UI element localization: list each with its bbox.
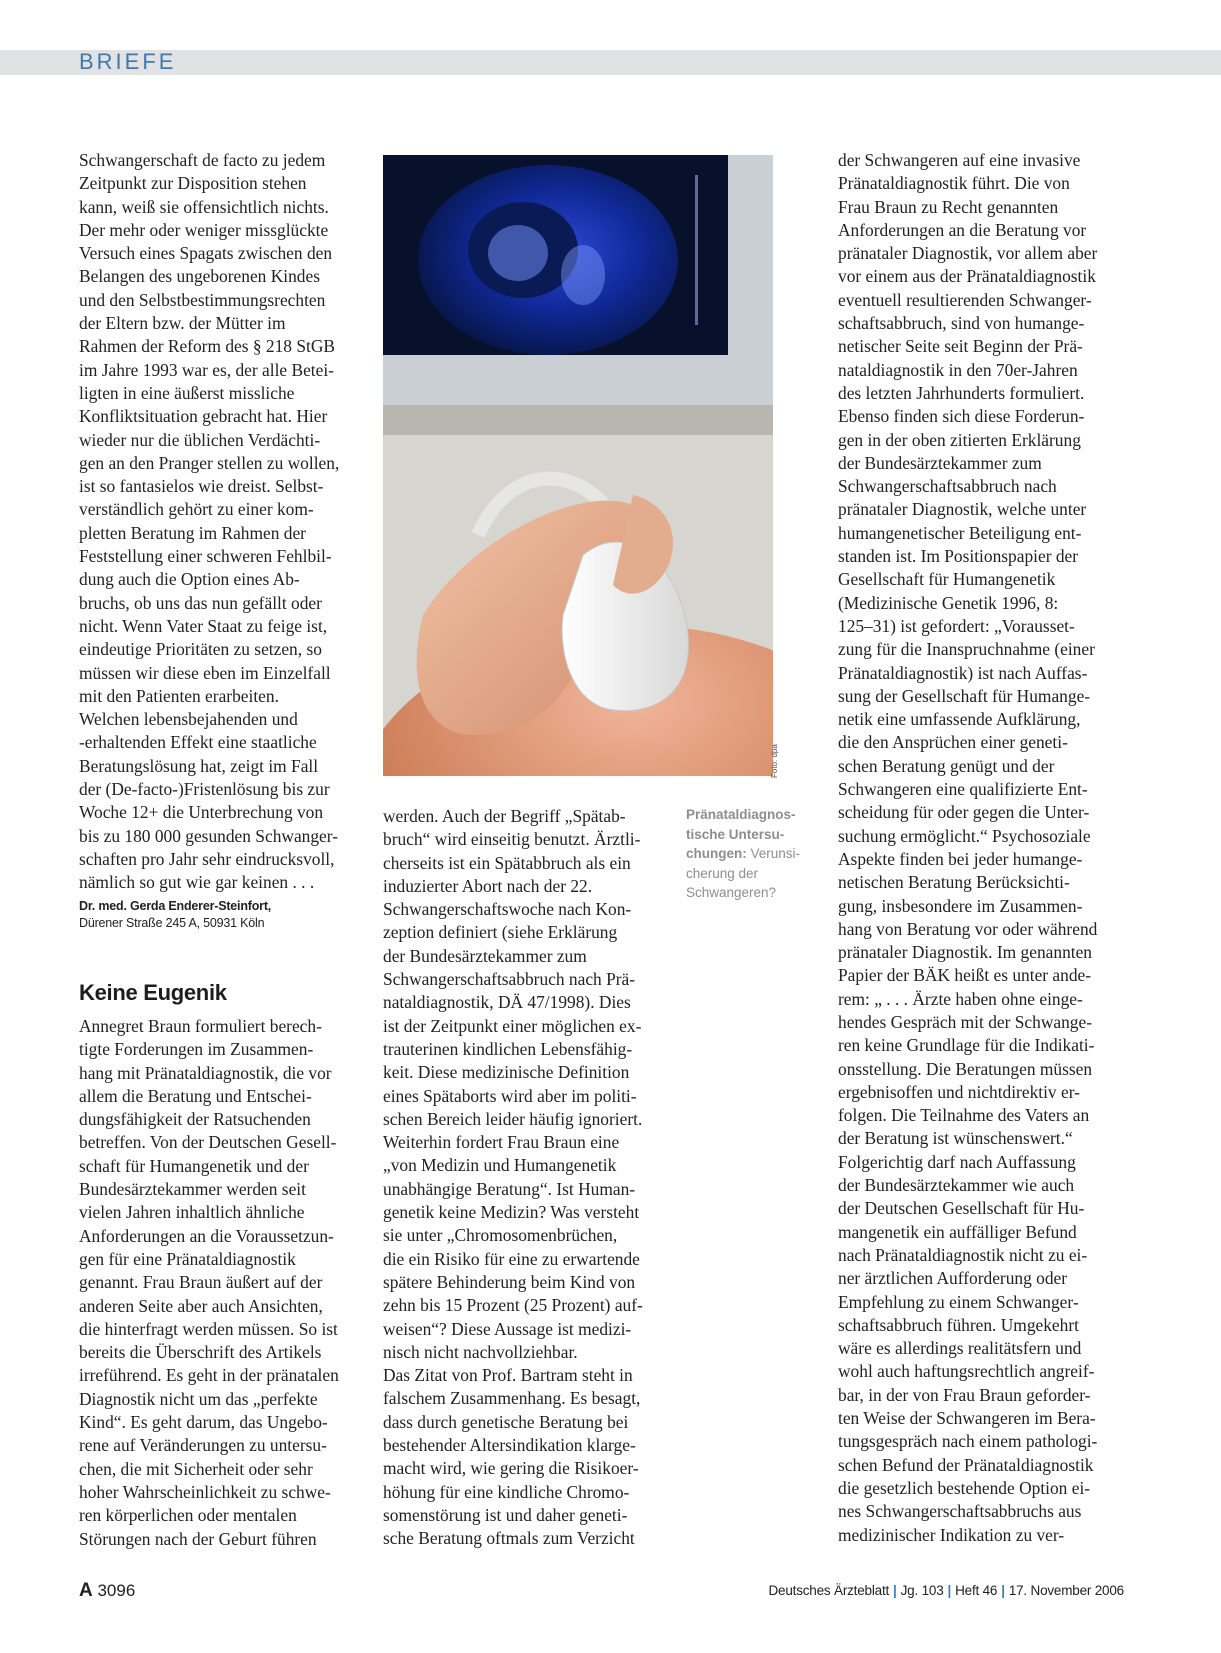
text-line: Gesellschaft für Humangenetik [838, 569, 1056, 590]
text-line: dass durch genetische Beratung bei [383, 1411, 629, 1432]
signature-address: Dürener Straße 245 A, 50931 Köln [79, 915, 265, 930]
journal-name: Deutsches Ärzteblatt [768, 1583, 890, 1598]
text-line: wohl auch haftungsrechtlich angreif- [838, 1361, 1095, 1382]
text-line: -erhaltenden Effekt eine staatliche [79, 732, 317, 753]
text-line: Pränataldiagnostik führt. Die von [838, 173, 1070, 194]
text-line: netischen Beratung Berücksichti- [838, 872, 1070, 893]
text-line: Aspekte finden bei jeder humange- [838, 848, 1083, 869]
letter2-column-1 [79, 1015, 379, 1551]
text-line: ist der Zeitpunkt einer möglichen ex- [383, 1015, 642, 1036]
text-line: trauterinen kindlichen Lebensfähig- [383, 1038, 633, 1059]
text-line: tigte Forderungen im Zusammen- [79, 1039, 314, 1060]
text-line: schaftsabbruch, sind von humange- [838, 313, 1085, 334]
text-line: netik eine umfassende Aufklärung, [838, 709, 1081, 730]
text-line: ergebnisoffen und nichtdirektiv er- [838, 1081, 1080, 1102]
text-line: Rahmen der Reform des § 218 StGB [79, 336, 335, 357]
text-line: standen ist. Im Positionspapier der [838, 546, 1079, 567]
page-prefix: A [79, 1580, 93, 1601]
text-line: Schwangerschaftsabbruch nach Prä- [383, 969, 636, 990]
text-line: eindeutige Prioritäten zu setzen, so [79, 639, 322, 660]
text-line: gen an den Pranger stellen zu wollen, [79, 452, 340, 473]
text-line: pränataler Diagnostik, welche unter [838, 499, 1087, 520]
text-line: ren körperlichen oder mentalen [79, 1505, 297, 1526]
text-line: Feststellung einer schweren Fehlbil- [79, 546, 332, 567]
text-line: pränataler Diagnostik. Im genannten [838, 942, 1093, 963]
page-number [79, 1580, 135, 1602]
text-line: schaften pro Jahr sehr eindrucksvoll, [79, 848, 335, 869]
text-line: chen, die mit Sicherheit oder sehr [79, 1458, 313, 1479]
text-line: Weiterhin fordert Frau Braun eine [383, 1132, 620, 1153]
letter2-column-2 [383, 805, 683, 1551]
text-line: „von Medizin und Humangenetik [383, 1155, 617, 1176]
text-line: scheidung für oder gegen die Unter- [838, 802, 1090, 823]
text-line: zehn bis 15 Prozent (25 Prozent) auf- [383, 1295, 643, 1316]
letter1-body [79, 149, 379, 932]
ultrasound-photo [383, 155, 773, 776]
photo-credit: Foto: dpa [770, 744, 779, 778]
text-line: Diagnostik nicht um das „perfekte [79, 1388, 318, 1409]
text-line: höhung für eine kindliche Chromo- [383, 1481, 630, 1502]
text-line: Konfliktsituation gebracht hat. Hier [79, 406, 328, 427]
text-line: der Eltern bzw. der Mütter im [79, 313, 286, 334]
text-line: ist so fantasielos wie dreist. Selbst- [79, 476, 324, 497]
letter2-column-3 [838, 149, 1138, 1547]
text-line: Bundesärztekammer werden seit [79, 1179, 306, 1200]
text-line: im Jahre 1993 war es, der alle Betei- [79, 359, 334, 380]
text-line: nach Pränataldiagnostik nicht zu ei- [838, 1244, 1088, 1265]
caption-text-3: Schwangeren? [686, 885, 777, 900]
text-line: induzierter Abort nach der 22. [383, 875, 593, 896]
text-line: schen Befund der Pränataldiagnostik [838, 1454, 1094, 1475]
text-line: suchung ermöglicht.“ Psychosoziale [838, 825, 1091, 846]
text-line: wieder nur die üblichen Verdächti- [79, 429, 321, 450]
text-line: Pränataldiagnostik) ist nach Auffas- [838, 662, 1088, 683]
text-line: onsstellung. Die Beratungen müssen [838, 1058, 1093, 1079]
text-line: Belangen des ungeborenen Kindes [79, 266, 320, 287]
text-line: nicht. Wenn Vater Staat zu feige ist, [79, 615, 328, 636]
text-line: hang von Beratung vor oder während [838, 918, 1098, 939]
text-line: vor einem aus der Pränataldiagnostik [838, 266, 1096, 287]
text-line: Beratungslösung hat, zeigt im Fall [79, 755, 319, 776]
text-line: verständlich gehört zu einer kom- [79, 499, 314, 520]
separator: | [893, 1583, 897, 1598]
text-line: sie unter „Chromosomenbrüchen, [383, 1225, 618, 1246]
text-line: nes Schwangerschaftsabbruchs aus [838, 1501, 1082, 1522]
text-line: eines Spätaborts wird aber im politi- [383, 1085, 637, 1106]
text-line: keit. Diese medizinische Definition [383, 1062, 630, 1083]
text-line: der (De-facto-)Fristenlösung bis zur [79, 779, 330, 800]
text-line: ten Weise der Schwangeren im Bera- [838, 1408, 1096, 1429]
text-line: wäre es allerdings realitätsfern und [838, 1338, 1082, 1359]
separator: | [947, 1583, 952, 1598]
text-line: irreführend. Es geht in der pränatalen [79, 1365, 339, 1386]
page-number-value: 3096 [97, 1581, 136, 1600]
text-line: netischer Seite seit Beginn der Prä- [838, 336, 1083, 357]
text-line: gen in der oben zitierten Erklärung [838, 429, 1081, 450]
text-line: betreffen. Von der Deutschen Gesell- [79, 1132, 337, 1153]
text-line: Papier der BÄK heißt es unter ande- [838, 965, 1092, 986]
text-line: falschem Zusammenhang. Es besagt, [383, 1388, 641, 1409]
text-line: Anforderungen an die Beratung vor [838, 219, 1087, 240]
text-line: schen Beratung genügt und der [838, 755, 1055, 776]
signature-name: Dr. med. Gerda Enderer-Steinfort, [79, 898, 272, 913]
caption-text-2: cherung der [686, 865, 759, 881]
text-line: medizinischer Indikation zu ver- [838, 1524, 1065, 1545]
text-line: nisch nicht nachvollziehbar. [383, 1341, 578, 1362]
text-line: Schwangerschaftsabbruch nach [838, 476, 1057, 497]
text-line: humangenetischer Beteiligung ent- [838, 522, 1082, 543]
text-line: pränataler Diagnostik, vor allem aber [838, 243, 1098, 264]
letter2-col3-text [838, 149, 1138, 1547]
text-line: Das Zitat von Prof. Bartram steht in [383, 1365, 633, 1386]
text-line: nataldiagnostik, DÄ 47/1998). Dies [383, 992, 631, 1013]
footer-citation [768, 1583, 1124, 1598]
text-line: zeption definiert (siehe Erklärung [383, 922, 618, 943]
text-line: Empfehlung zu einem Schwanger- [838, 1291, 1079, 1312]
text-line: mangenetik ein auffälliger Befund [838, 1221, 1077, 1242]
section-title: BRIEFE [79, 49, 177, 74]
text-line: macht wird, wie gering die Risikoer- [383, 1458, 639, 1479]
text-line: der Beratung ist wünschenswert.“ [838, 1128, 1073, 1149]
caption-bold-1: Pränataldiagnos- [686, 807, 796, 822]
text-line: Versuch eines Spagats zwischen den [79, 243, 333, 264]
text-line: rene auf Veränderungen zu untersu- [79, 1435, 327, 1456]
text-line: (Medizinische Genetik 1996, 8: [838, 592, 1059, 613]
text-line: die ein Risiko für eine zu erwartende [383, 1248, 640, 1269]
text-line: gung, insbesondere im Zusammen- [838, 895, 1083, 916]
journal-date: 17. November 2006 [1008, 1583, 1124, 1598]
journal-issue: Heft 46 [955, 1583, 998, 1598]
text-line: werden. Auch der Begriff „Spätab- [383, 806, 626, 826]
text-line: der Schwangeren auf eine invasive [838, 150, 1081, 170]
text-line: Frau Braun zu Recht genannten [838, 196, 1059, 217]
text-line: hang mit Pränataldiagnostik, die vor [79, 1062, 332, 1083]
letter1-paragraph [79, 149, 379, 895]
text-line: Schwangerschaft de facto zu jedem [79, 150, 326, 170]
caption-bold-2: tische Untersu- [686, 826, 785, 842]
text-line: weisen“? Diese Aussage ist medizi- [383, 1318, 632, 1339]
text-line: müssen wir diese eben im Einzelfall [79, 662, 331, 683]
text-line: mit den Patienten erarbeiten. [79, 685, 279, 706]
header-band [0, 50, 1221, 75]
text-line: bruchs, ob uns das nun gefällt oder [79, 592, 322, 613]
text-line: hoher Wahrscheinlichkeit zu schwe- [79, 1481, 331, 1502]
text-line: bestehender Altersindikation klarge- [383, 1435, 636, 1456]
text-line: die hinterfragt werden müssen. So ist [79, 1318, 338, 1339]
text-line: die den Ansprüchen einer geneti- [838, 732, 1068, 753]
text-line: Kind“. Es geht darum, das Ungebo- [79, 1412, 328, 1433]
text-line: Ebenso finden sich diese Forderun- [838, 406, 1085, 427]
text-line: eventuell resultierenden Schwanger- [838, 289, 1092, 310]
text-line: sung der Gesellschaft für Humange- [838, 685, 1091, 706]
text-line: Woche 12+ die Unterbrechung von [79, 802, 324, 823]
text-line: anderen Seite aber auch Ansichten, [79, 1295, 323, 1316]
text-line: rem: „ . . . Ärzte haben ohne einge- [838, 988, 1083, 1009]
text-line: der Deutschen Gesellschaft für Hu- [838, 1198, 1085, 1219]
text-line: Anforderungen an die Voraussetzun- [79, 1225, 334, 1246]
text-line: nataldiagnostik in den 70er-Jahren [838, 359, 1078, 380]
letter2-col1-text [79, 1015, 379, 1551]
caption-bold-3: chungen: [686, 846, 747, 861]
text-line: des letzten Jahrhunderts formuliert. [838, 382, 1085, 403]
text-line: Der mehr oder weniger missglückte [79, 219, 329, 240]
text-line: Zeitpunkt zur Disposition stehen [79, 173, 307, 194]
text-line: bereits die Überschrift des Artikels [79, 1342, 322, 1363]
text-line: ner ärztlichen Aufforderung oder [838, 1268, 1068, 1289]
text-line: der Bundesärztekammer zum [383, 945, 587, 966]
text-line: allem die Beratung und Entschei- [79, 1085, 312, 1106]
text-line: schaft für Humangenetik und der [79, 1155, 309, 1176]
text-line: kann, weiß sie offensichtlich nichts. [79, 196, 329, 217]
letter2-col2-text [383, 805, 683, 1551]
text-line: unabhängige Beratung“. Ist Human- [383, 1178, 636, 1199]
text-line: schaftsabbruch führen. Umgekehrt [838, 1314, 1079, 1335]
text-line: Schwangerschaftswoche nach Kon- [383, 899, 632, 920]
text-line: der Bundesärztekammer zum [838, 452, 1042, 473]
text-line: genannt. Frau Braun äußert auf der [79, 1272, 323, 1293]
text-line: zung für die Inanspruchnahme (einer [838, 639, 1095, 660]
text-line: spätere Behinderung beim Kind von [383, 1271, 636, 1292]
text-line: der Bundesärztekammer wie auch [838, 1175, 1075, 1196]
text-line: Welchen lebensbejahenden und [79, 709, 298, 730]
text-line: bruch“ wird einseitig benutzt. Ärztli- [383, 829, 641, 850]
text-line: somenstörung ist und daher geneti- [383, 1504, 628, 1525]
text-line: dungsfähigkeit der Ratsuchenden [79, 1109, 311, 1130]
text-line: pletten Beratung im Rahmen der [79, 522, 306, 543]
text-line: 125–31) ist gefordert: „Vorausset- [838, 615, 1075, 636]
text-line: sche Beratung oftmals zum Verzicht [383, 1528, 635, 1549]
text-line: nämlich so gut wie gar keinen . . . [79, 872, 315, 893]
text-line: dung auch die Option eines Ab- [79, 569, 300, 590]
text-line: tungsgespräch nach einem pathologi- [838, 1431, 1098, 1452]
text-line: ligten in eine äußerst missliche [79, 382, 295, 403]
text-line: genetik keine Medizin? Was versteht [383, 1202, 640, 1223]
text-line: bis zu 180 000 gesunden Schwanger- [79, 825, 339, 846]
text-line: cherseits ist ein Spätabbruch als ein [383, 852, 631, 873]
text-line: folgen. Die Teilnahme des Vaters an [838, 1105, 1090, 1126]
text-line: ren keine Grundlage für die Indikati- [838, 1035, 1095, 1056]
caption-text-1: Verunsi- [746, 846, 801, 861]
text-line: die gesetzlich bestehende Option ei- [838, 1477, 1091, 1498]
text-line: Schwangeren eine qualifizierte Ent- [838, 779, 1088, 800]
journal-volume: Jg. 103 [900, 1583, 944, 1598]
text-line: schen Bereich leider häufig ignoriert. [383, 1108, 643, 1129]
text-line: gen für eine Pränataldiagnostik [79, 1248, 296, 1269]
text-line: Annegret Braun formuliert berech- [79, 1016, 322, 1036]
separator: | [1001, 1583, 1005, 1598]
article-heading: Keine Eugenik [79, 980, 227, 1005]
text-line: bar, in der von Frau Braun geforder- [838, 1384, 1091, 1405]
text-line: hendes Gespräch mit der Schwange- [838, 1011, 1093, 1032]
text-line: Folgerichtig darf nach Auffassung [838, 1151, 1076, 1172]
text-line: Störungen nach der Geburt führen [79, 1528, 317, 1549]
figure-caption [686, 805, 816, 903]
text-line: vielen Jahren inhaltlich ähnliche [79, 1202, 305, 1223]
text-line: und den Selbstbestimmungsrechten [79, 289, 326, 310]
